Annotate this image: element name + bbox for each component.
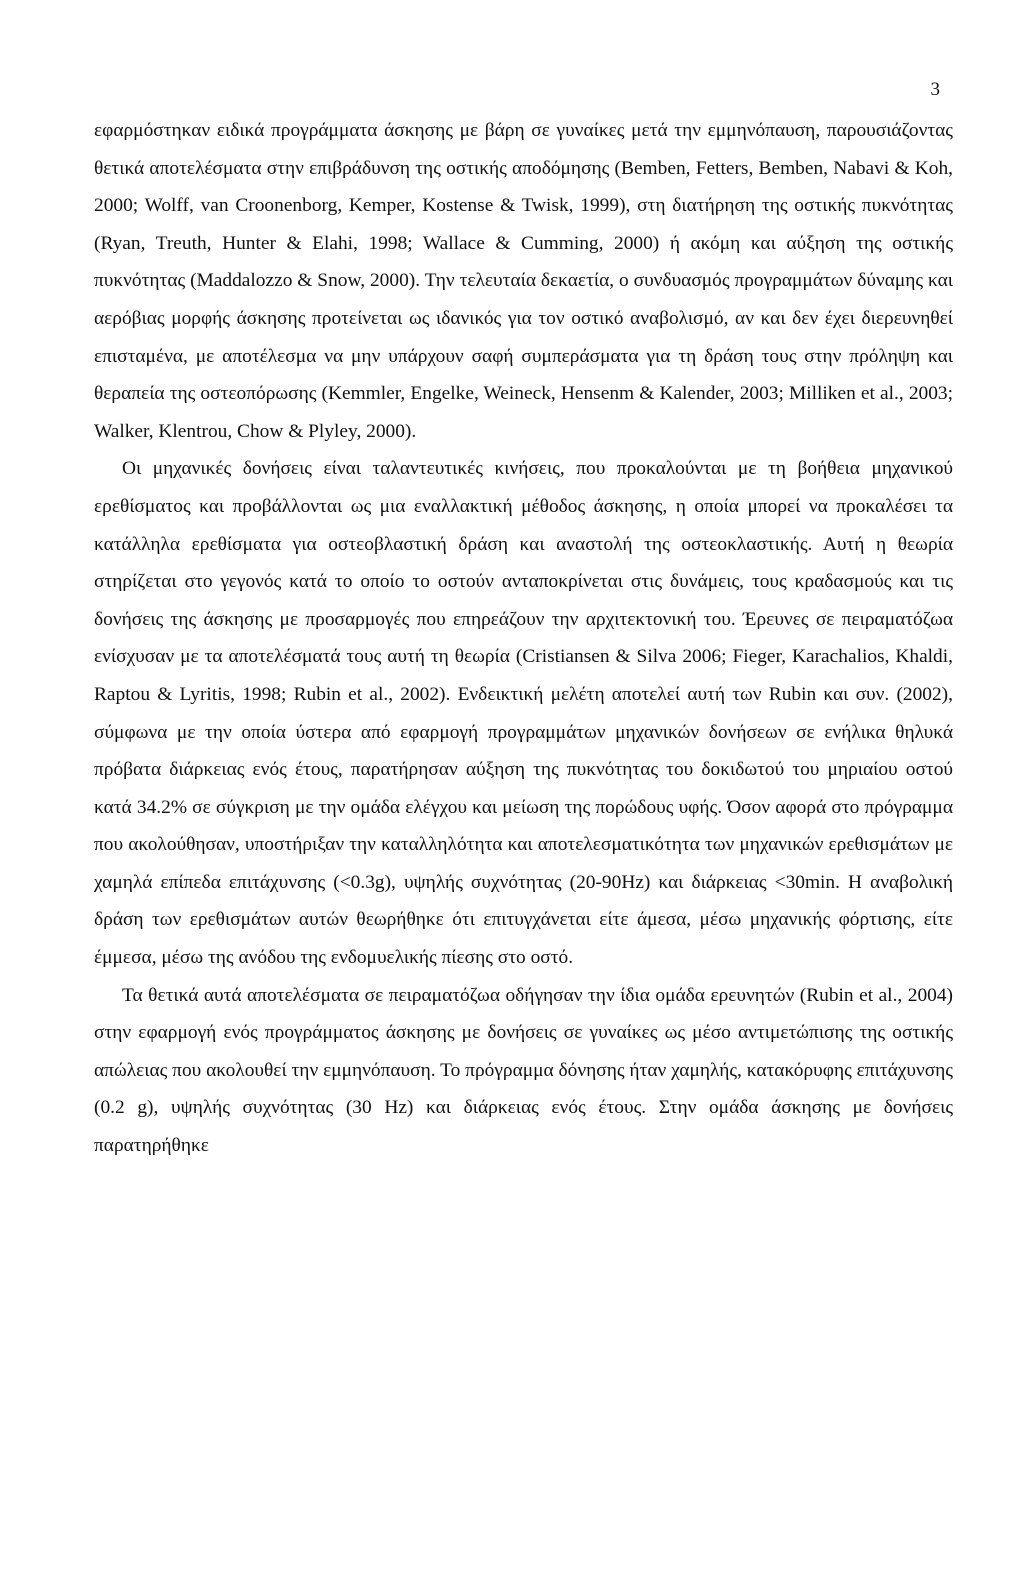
paragraph-3: Τα θετικά αυτά αποτελέσματα σε πειραματόζωα οδήγησαν την ίδια ομάδα ερευνητών (Rubin et al., 2004) στην εφαρμογή ενός προγράμματος άσκησης με δονήσεις σε γυναίκες ως μέσο αντιμετώπισης της οστικής απώλειας που ακολουθεί την εμμηνόπαυση. Το πρόγραμμα δόνησης ήταν χαμηλής, κατακόρυφης επιτάχυνσης (0.2 g), υψηλής συχνότητας (30 Hz) και διάρκειας ενός έτους. Στην ομάδα άσκησης με δονήσεις παρατηρήθηκε	[94, 984, 953, 1157]
page-number: 3	[930, 79, 940, 100]
paragraph-1: εφαρμόστηκαν ειδικά προγράμματα άσκησης με βάρη σε γυναίκες μετά την εμμηνόπαυση, παρουσιάζοντας θετικά αποτελέσματα στην επιβράδυνση της οστικής αποδόμησης (Bemben, Fetters, Bemben, Nabavi & Koh, 2000; Wolff, van Croonenborg, Kemper, Kostense & Twisk, 1999), στη διατήρηση της οστικής πυκνότητας (Ryan, Treuth, Hunter & Elahi, 1998; Wallace & Cumming, 2000) ή ακόμη και αύξηση της οστικής πυκνότητας (Maddalozzo & Snow, 2000). Την τελευταία δεκαετία, ο συνδυασμός προγραμμάτων δύναμης και αερόβιας μορφής άσκησης προτείνεται ως ιδανικός για τον οστικό αναβολισμό, αν και δεν έχει διερευνηθεί επισταμένα, με αποτέλεσμα να μην υπάρχουν σαφή συμπεράσματα για τη δράση τους στην πρόληψη και θεραπεία της οστεοπόρωσης (Kemmler, Engelke, Weineck, Hensenm & Kalender, 2003; Milliken et al., 2003; Walker, Klentrou, Chow & Plyley, 2000).	[94, 120, 953, 442]
paragraph-2: Οι μηχανικές δονήσεις είναι ταλαντευτικές κινήσεις, που προκαλούνται με τη βοήθεια μηχανικού ερεθίσματος και προβάλλονται ως μια εναλλακτική μέθοδος άσκησης, η οποία μπορεί να προκαλέσει τα κατάλληλα ερεθίσματα για οστεοβλαστική δράση και αναστολή της οστεοκλαστικής. Αυτή η θεωρία στηρίζεται στο γεγονός κατά το οποίο το οστούν ανταποκρίνεται στις δυνάμεις, τους κραδασμούς και τις δονήσεις της άσκησης με προσαρμογές που επηρεάζουν την αρχιτεκτονική του. Έρευνες σε πειραματόζωα ενίσχυσαν με τα αποτελέσματά τους αυτή τη θεωρία (Cristiansen & Silva 2006; Fieger, Karachalios, Khaldi, Raptou & Lyritis, 1998; Rubin et al., 2002). Ενδεικτική μελέτη αποτελεί αυτή των Rubin και συν. (2002), σύμφωνα με την οποία ύστερα από εφαρμογή προγραμμάτων μηχανικών δονήσεων σε ενήλικα θηλυκά πρόβατα διάρκειας ενός έτους, παρατήρησαν αύξηση της πυκνότητας του δοκιδωτού του μηριαίου οστού κατά 34.2% σε σύγκριση με την ομάδα ελέγχου και μείωση της πορώδους υφής. Όσον αφορά στο πρόγραμμα που ακολούθησαν, υποστήριξαν την καταλληλότητα και αποτελεσματικότητα των μηχανικών ερεθισμάτων με χαμηλά επίπεδα επιτάχυνσης (<0.3g), υψηλής συχνότητας (20-90Hz) και διάρκειας <30min. Η αναβολική δράση των ερεθισμάτων αυτών θεωρήθηκε ότι επιτυγχάνεται είτε άμεσα, μέσω μηχανικής φόρτισης, είτε έμμεσα, μέσω της ανόδου της ενδομυελικής πίεσης στο οστό.	[94, 458, 953, 969]
